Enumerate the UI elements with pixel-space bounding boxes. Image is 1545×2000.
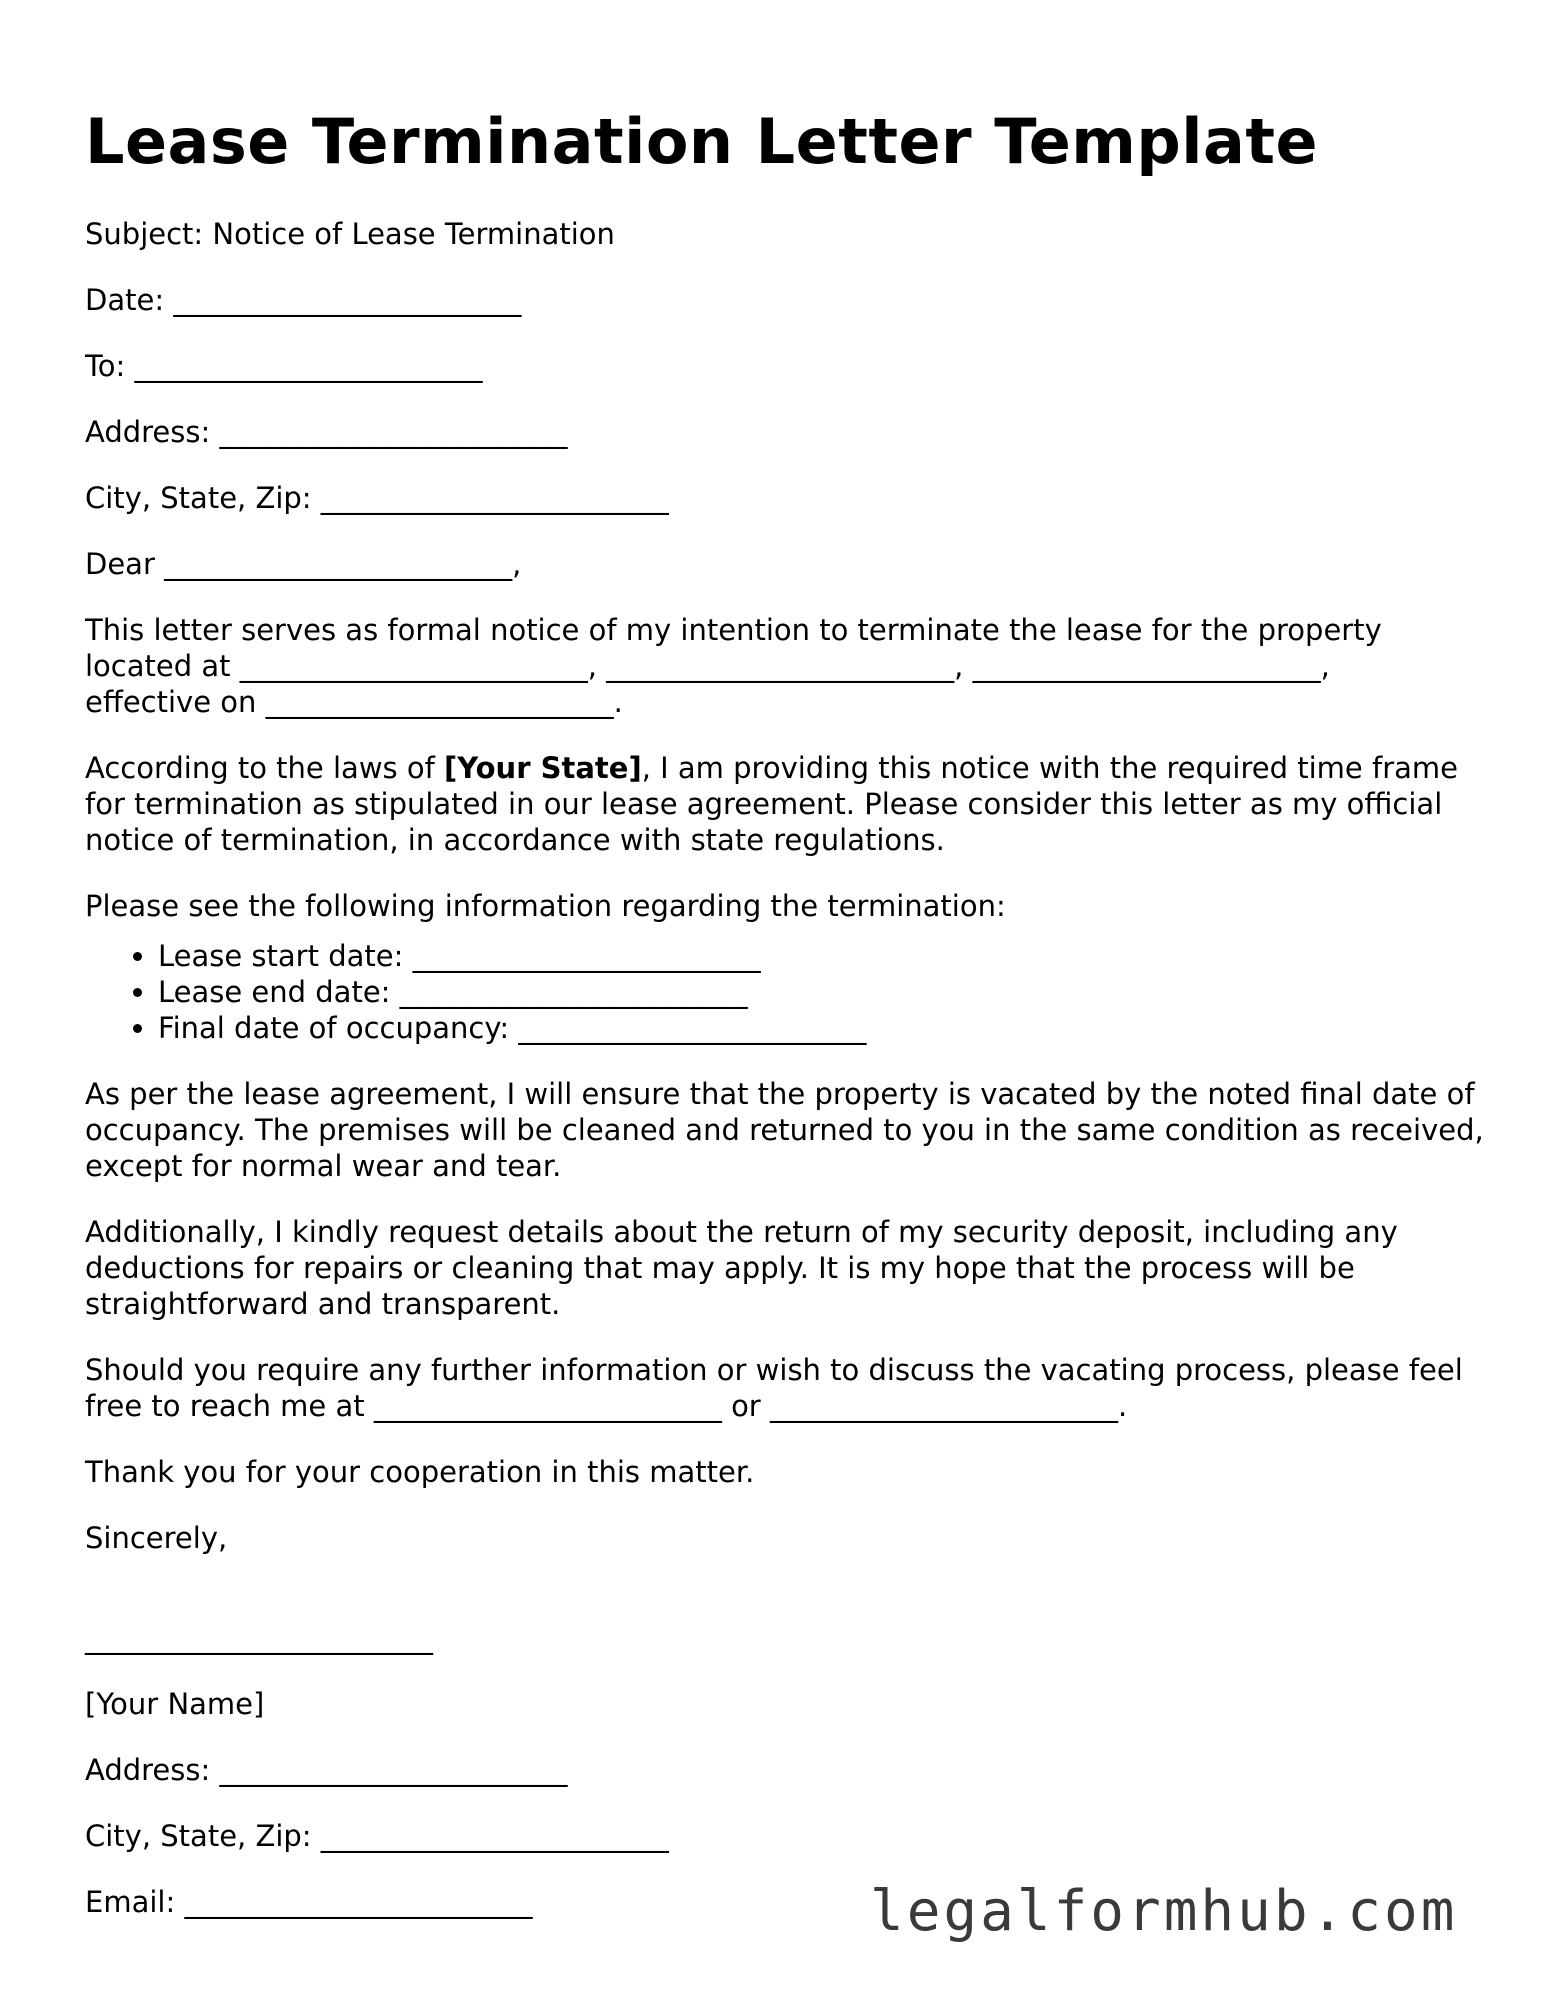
contact-text: Should you require any further information or wish to discuss the vacating process, please feel free to reach me at	[85, 1353, 1473, 1423]
city-blank: ________________________	[320, 481, 669, 515]
sender-city-blank: ________________________	[320, 1819, 669, 1853]
final-occupancy-label: Final date of occupancy:	[158, 1011, 510, 1045]
your-name: [Your Name]	[85, 1687, 265, 1721]
sender-email-blank: ________________________	[184, 1885, 533, 1919]
dear-label: Dear	[85, 547, 155, 581]
date-field	[85, 282, 1485, 318]
signature-line: ________________________	[85, 1621, 433, 1655]
address-blank: ________________________	[219, 415, 568, 449]
list-item	[158, 974, 1485, 1010]
paragraph-deposit: Additionally, I kindly request details about the return of my security deposit, including any deductions for repairs or cleaning that may apply. It is my hope that the process will be straightforward and transparent.	[85, 1215, 1407, 1321]
document-title: Lease Termination Letter Template	[85, 105, 1319, 178]
sender-address-blank: ________________________	[219, 1753, 568, 1787]
paragraph-vacate: As per the lease agreement, I will ensure that the property is vacated by the noted final date of occupancy. The premises will be cleaned and returned to you in the same condition as received, except for normal wear and tear.	[85, 1077, 1493, 1183]
property-blank-1: ________________________	[239, 649, 588, 683]
sender-email-label: Email:	[85, 1885, 176, 1919]
lease-end-label: Lease end date:	[158, 975, 391, 1009]
recipient-address-field	[85, 414, 1485, 450]
contact-blank-2: ________________________	[769, 1389, 1118, 1423]
city-label: City, State, Zip:	[85, 481, 312, 515]
state-placeholder: [Your State]	[444, 751, 642, 785]
dear-blank: ________________________	[164, 547, 513, 581]
contact-blank-1: ________________________	[373, 1389, 722, 1423]
to-field	[85, 348, 1485, 384]
lease-end-blank: ________________________	[399, 975, 748, 1009]
recipient-city-field	[85, 480, 1485, 516]
paragraph-info-intro: Please see the following information regarding the termination:	[85, 889, 1006, 923]
paragraph-notice: This letter serves as formal notice of my intention to terminate the lease for the property located at ________________________, ________________________, ________________________, effective on ________________________.	[85, 613, 1382, 719]
state-law-rest: , I am providing this notice with the required time frame for termination as stipulated in our lease agreement. Please consider this letter as my official notice of termination, in accordance with state regulations.	[85, 751, 1468, 857]
final-occupancy-blank: ________________________	[518, 1011, 867, 1045]
lease-start-label: Lease start date:	[158, 939, 404, 973]
watermark-logo: legalformhub.com	[870, 1879, 1458, 1944]
sender-city-field	[85, 1818, 1485, 1854]
property-blank-3: ________________________	[972, 649, 1321, 683]
state-law-lead: According to the laws of	[85, 751, 445, 785]
paragraph-state-law	[85, 750, 1485, 858]
notice-text: This letter serves as formal notice of my intention to terminate the lease for the property	[85, 613, 1382, 647]
date-label: Date:	[85, 283, 165, 317]
property-blank-2: ________________________	[606, 649, 955, 683]
effective-date-blank: ________________________	[265, 685, 614, 719]
sender-city-label: City, State, Zip:	[85, 1819, 312, 1853]
contact-or: or	[731, 1389, 761, 1423]
sender-address-field	[85, 1752, 1485, 1788]
paragraph-contact: Should you require any further information or wish to discuss the vacating process, please feel free to reach me at ________________________ or ________________________.	[85, 1353, 1473, 1423]
termination-details-list	[85, 938, 1485, 1046]
subject-line: Subject: Notice of Lease Termination	[85, 217, 615, 251]
list-item	[158, 938, 1485, 974]
lease-start-blank: ________________________	[412, 939, 761, 973]
to-label: To:	[85, 349, 126, 383]
date-blank: ________________________	[173, 283, 522, 317]
located-at-text: located at	[85, 649, 231, 683]
document-page	[85, 104, 1493, 1950]
effective-on-text: effective on	[85, 685, 257, 719]
closing: Sincerely,	[85, 1521, 228, 1555]
address-label: Address:	[85, 415, 211, 449]
paragraph-thanks: Thank you for your cooperation in this matter.	[85, 1455, 755, 1489]
sender-address-label: Address:	[85, 1753, 211, 1787]
list-item	[158, 1010, 1485, 1046]
to-blank: ________________________	[134, 349, 483, 383]
salutation: Dear ________________________,	[85, 547, 522, 581]
